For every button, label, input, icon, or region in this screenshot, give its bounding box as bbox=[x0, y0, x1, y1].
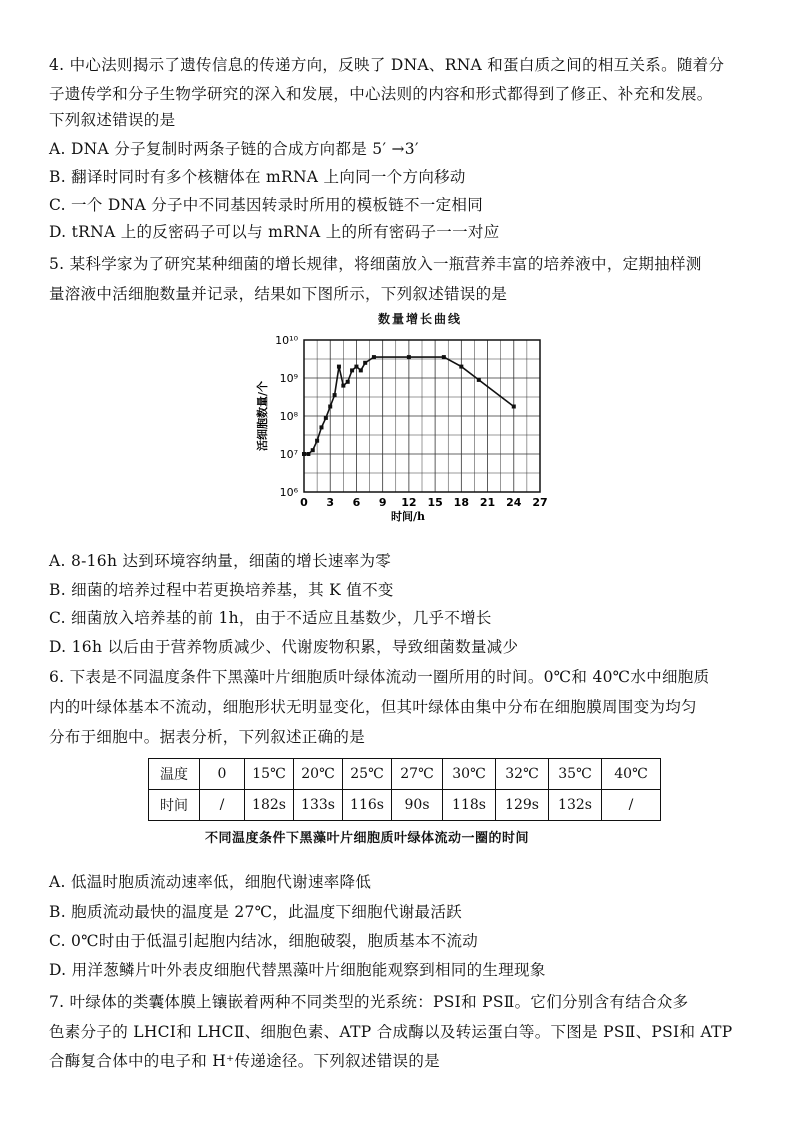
table-cell: 118s bbox=[443, 790, 496, 821]
data-point bbox=[319, 425, 323, 429]
table-row-temperature bbox=[149, 759, 661, 790]
data-point bbox=[363, 361, 367, 365]
q4-option-c: C. 一个 DNA 分子中不同基因转录时所用的模板链不一定相同 bbox=[49, 196, 483, 214]
growth-chart bbox=[248, 308, 548, 530]
table-cell: 20℃ bbox=[294, 759, 343, 790]
data-point bbox=[333, 393, 337, 397]
data-point bbox=[359, 368, 363, 372]
y-tick-label: 10¹⁰ bbox=[275, 334, 298, 347]
x-tick-label: 15 bbox=[427, 496, 443, 509]
data-point bbox=[324, 416, 328, 420]
q5-option-d: D. 16h 以后由于营养物质减少、代谢废物积累，导致细菌数量减少 bbox=[49, 638, 519, 656]
x-tick-label: 24 bbox=[506, 496, 522, 509]
data-point bbox=[477, 378, 481, 382]
y-tick-label: 10⁶ bbox=[279, 486, 298, 499]
data-point bbox=[337, 365, 341, 369]
q5-stem-line-1: 5. 某科学家为了研究某种细菌的增长规律，将细菌放入一瓶营养丰富的培养液中，定期抽样测 bbox=[49, 255, 702, 273]
table-row-time bbox=[149, 790, 661, 821]
table-cell: 35℃ bbox=[549, 759, 602, 790]
q7-stem-line-3: 合酶复合体中的电子和 H⁺传递途径。下列叙述错误的是 bbox=[49, 1052, 440, 1070]
table-header-time: 时间 bbox=[149, 790, 200, 821]
table-cell: 116s bbox=[343, 790, 392, 821]
table-cell: 129s bbox=[496, 790, 549, 821]
data-point bbox=[306, 452, 310, 456]
data-point bbox=[328, 405, 332, 409]
q5-option-b: B. 细菌的培养过程中若更换培养基，其 K 值不变 bbox=[49, 581, 394, 599]
q6-stem-line-2: 内的叶绿体基本不流动，细胞形状无明显变化，但其叶绿体由集中分布在细胞膜周围变为均匀 bbox=[49, 698, 697, 716]
table-cell: 32℃ bbox=[496, 759, 549, 790]
q5-option-a: A. 8-16h 达到环境容纳量，细菌的增长速率为零 bbox=[49, 552, 392, 570]
q7-stem-line-2: 色素分子的 LHCⅠ和 LHCⅡ、细胞色素、ATP 合成酶以及转运蛋白等。下图是 PSⅡ、PSⅠ和 ATP bbox=[49, 1023, 733, 1041]
q6-stem-line-1: 6. 下表是不同温度条件下黑藻叶片细胞质叶绿体流动一圈所用的时间。0℃和 40℃水中细胞质 bbox=[49, 668, 710, 686]
q4-stem-line-3: 下列叙述错误的是 bbox=[49, 111, 176, 129]
data-point bbox=[311, 448, 315, 452]
x-tick-label: 3 bbox=[326, 496, 335, 509]
x-tick-label: 6 bbox=[352, 496, 361, 509]
q4-option-b: B. 翻译时同时有多个核糖体在 mRNA 上向同一个方向移动 bbox=[49, 168, 466, 186]
growth-chart-svg bbox=[248, 308, 548, 530]
y-tick-label: 10⁷ bbox=[279, 448, 298, 461]
table-cell: 133s bbox=[294, 790, 343, 821]
y-tick-label: 10⁹ bbox=[279, 372, 298, 385]
q6-option-d: D. 用洋葱鳞片叶外表皮细胞代替黑藻叶片细胞能观察到相同的生理现象 bbox=[49, 961, 546, 979]
table-cell: 132s bbox=[549, 790, 602, 821]
q4-option-a: A. DNA 分子复制时两条子链的合成方向都是 5′ →3′ bbox=[49, 140, 419, 158]
table-cell: / bbox=[200, 790, 245, 821]
y-tick-label: 10⁸ bbox=[279, 410, 298, 423]
data-point bbox=[354, 365, 358, 369]
table-cell: 182s bbox=[245, 790, 294, 821]
data-point bbox=[512, 405, 516, 409]
table-cell: 0 bbox=[200, 759, 245, 790]
table-cell: 40℃ bbox=[602, 759, 661, 790]
table-cell: / bbox=[602, 790, 661, 821]
q6-option-c: C. 0℃时由于低温引起胞内结冰，细胞破裂，胞质基本不流动 bbox=[49, 932, 479, 950]
table-cell: 27℃ bbox=[392, 759, 443, 790]
data-point bbox=[350, 368, 354, 372]
x-tick-label: 12 bbox=[401, 496, 417, 509]
data-point bbox=[407, 355, 411, 359]
table-cell: 25℃ bbox=[343, 759, 392, 790]
q4-stem-line-2: 子遗传学和分子生物学研究的深入和发展，中心法则的内容和形式都得到了修正、补充和发展。 bbox=[49, 85, 713, 103]
table-cell: 15℃ bbox=[245, 759, 294, 790]
y-axis-label: 活细胞数量/个 bbox=[256, 380, 269, 452]
x-tick-label: 0 bbox=[300, 496, 308, 509]
table-header-temperature: 温度 bbox=[149, 759, 200, 790]
table-cell: 90s bbox=[392, 790, 443, 821]
q4-stem-line-1: 4. 中心法则揭示了遗传信息的传递方向，反映了 DNA、RNA 和蛋白质之间的相互关系。随着分 bbox=[49, 56, 725, 74]
temperature-table bbox=[148, 758, 661, 821]
data-point bbox=[442, 355, 446, 359]
chart-title: 数量增长曲线 bbox=[378, 312, 463, 326]
table-cell: 30℃ bbox=[443, 759, 496, 790]
x-tick-label: 18 bbox=[453, 496, 469, 509]
data-point bbox=[459, 365, 463, 369]
x-axis-label: 时间/h bbox=[390, 510, 426, 523]
x-tick-label: 9 bbox=[378, 496, 387, 509]
x-tick-label: 21 bbox=[479, 496, 496, 509]
q4-option-d: D. tRNA 上的反密码子可以与 mRNA 上的所有密码子一一对应 bbox=[49, 223, 500, 241]
q6-stem-line-3: 分布于细胞中。据表分析，下列叙述正确的是 bbox=[49, 728, 366, 746]
q6-option-a: A. 低温时胞质流动速率低，细胞代谢速率降低 bbox=[49, 873, 372, 891]
data-point bbox=[302, 452, 306, 456]
q6-option-b: B. 胞质流动最快的温度是 27℃，此温度下细胞代谢最活跃 bbox=[49, 903, 462, 921]
data-point bbox=[372, 355, 376, 359]
q7-stem-line-1: 7. 叶绿体的类囊体膜上镶嵌着两种不同类型的光系统：PSⅠ和 PSⅡ。它们分别含有结合众多 bbox=[49, 993, 689, 1011]
x-tick-label: 27 bbox=[532, 496, 548, 509]
data-point bbox=[346, 380, 350, 384]
data-point bbox=[315, 439, 319, 443]
q5-stem-line-2: 量溶液中活细胞数量并记录，结果如下图所示，下列叙述错误的是 bbox=[49, 285, 508, 303]
q5-option-c: C. 细菌放入培养基的前 1h，由于不适应且基数少，几乎不增长 bbox=[49, 609, 492, 627]
table-caption: 不同温度条件下黑藻叶片细胞质叶绿体流动一圈的时间 bbox=[205, 831, 530, 846]
data-point bbox=[341, 384, 345, 388]
